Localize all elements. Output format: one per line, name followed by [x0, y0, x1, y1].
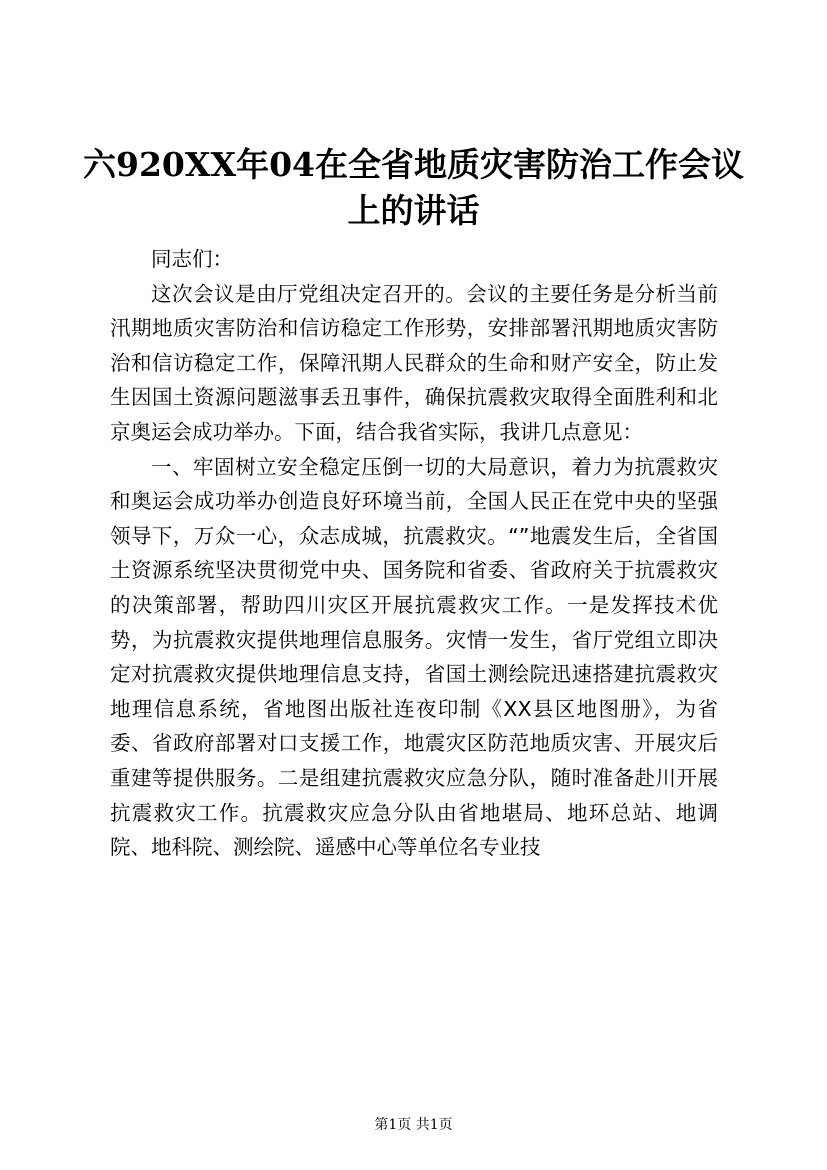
- title-line-2: 上的讲话: [347, 191, 480, 230]
- page-footer: [0, 1116, 827, 1134]
- document-title: [80, 142, 747, 234]
- paragraph-1: 这次会议是由厅党组决定召开的。会议的主要任务是分析当前汛期地质灾害防治和信访稳定工作形势，安排部署汛期地质灾害防治和信访稳定工作，保障汛期人民群众的生命和财产安全，防止发生因国土资源问题滋事丢丑事件，确保抗震救灾取得全面胜利和北京奥运会成功举办。下面，结合我省实际，我讲几点意见：: [110, 281, 718, 444]
- document-body: [110, 242, 718, 865]
- salutation: 同志们：: [151, 247, 233, 271]
- title-line-1: 六920XX年04在全省地质灾害防治工作会议: [82, 145, 744, 184]
- page-number: 第1页 共1页: [374, 1117, 453, 1133]
- paragraph-2: 一、牢固树立安全稳定压倒一切的大局意识，着力为抗震救灾和奥运会成功举办创造良好环境当前，全国人民正在党中央的坚强领导下，万众一心，众志成城，抗震救灾。“”地震发生后，全省国土资源系统坚决贯彻党中央、国务院和省委、省政府关于抗震救灾的决策部署，帮助四川灾区开展抗震救灾工作。一是发挥技术优势，为抗震救灾提供地理信息服务。灾情一发生，省厅党组立即决定对抗震救灾提供地理信息支持，省国土测绘院迅速搭建抗震救灾地理信息系统，省地图出版社连夜印制《XX县区地图册》，为省委、省政府部署对口支援工作，地震灾区防范地质灾害、开展灾后重建等提供服务。二是组建抗震救灾应急分队，随时准备赴川开展抗震救灾工作。抗震救灾应急分队由省地堪局、地环总站、地调院、地科院、测绘院、遥感中心等单位名专业技: [110, 454, 718, 860]
